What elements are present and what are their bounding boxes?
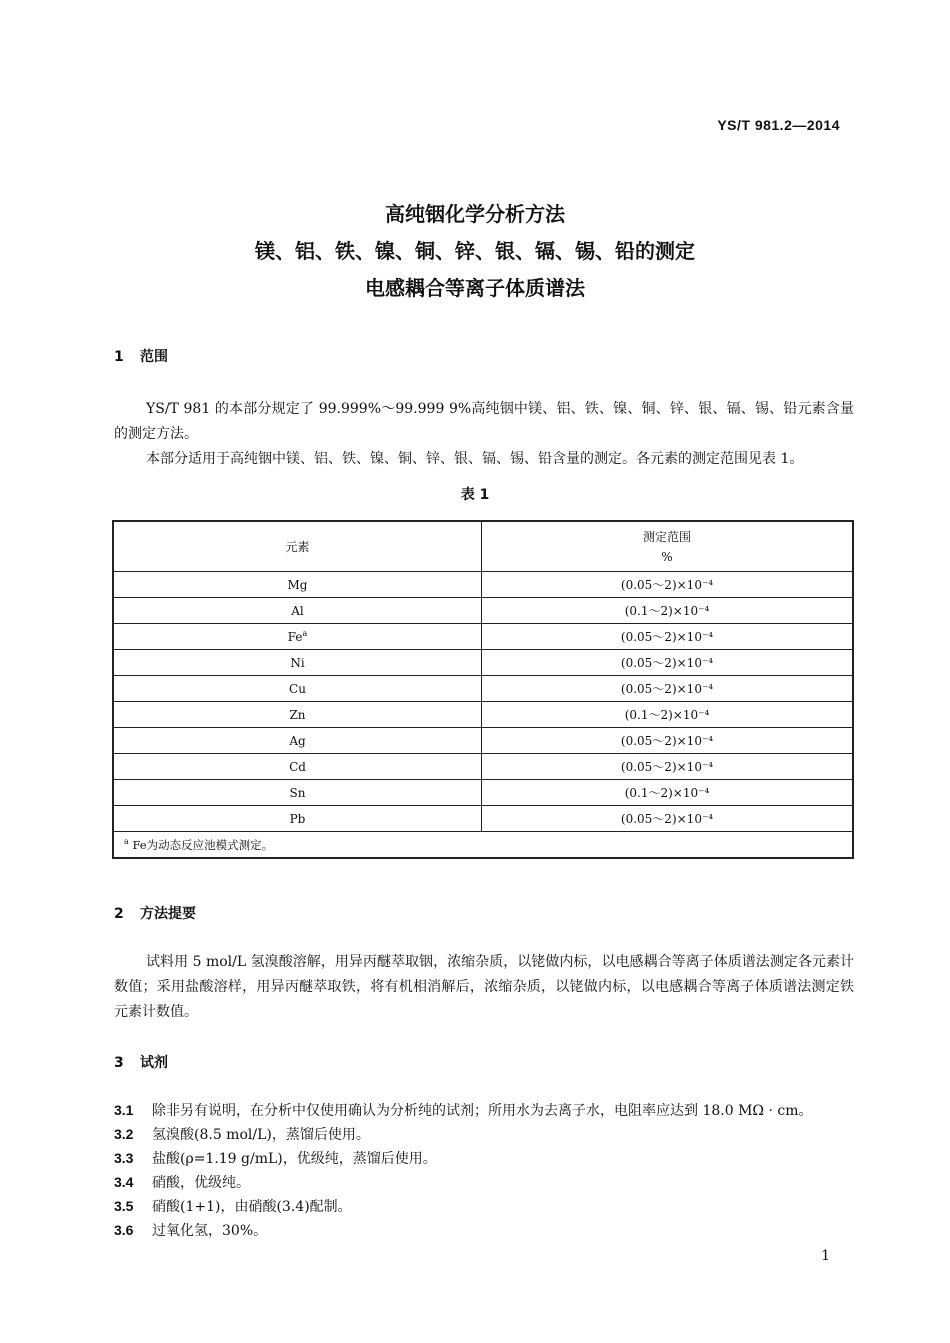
- reagent-number: 3.2: [114, 1126, 134, 1142]
- table-row: [113, 624, 853, 650]
- table-footnote-row: [113, 832, 853, 859]
- section-2-title: 方法提要: [140, 906, 196, 922]
- table-cell-element: Pb: [113, 806, 482, 832]
- footnote-mark: a: [124, 836, 129, 846]
- section-1-heading: [114, 346, 168, 366]
- table-cell-element: [113, 624, 482, 650]
- table-header-element: 元素: [113, 521, 482, 572]
- reagent-item: [114, 1124, 370, 1144]
- table-cell-element: Mg: [113, 572, 482, 598]
- table-row: [113, 754, 853, 780]
- table-row: [113, 676, 853, 702]
- table-cell-element: Cu: [113, 676, 482, 702]
- table-cell-element: Cd: [113, 754, 482, 780]
- reagent-number: 3.6: [114, 1222, 134, 1238]
- section-1-paragraph-1: YS/T 981 的本部分规定了 99.999%～99.999 9%高纯铟中镁、铝、铁、镍、铜、锌、银、镉、锡、铅元素含量的测定方法。: [114, 401, 854, 442]
- table-row: [113, 650, 853, 676]
- reagent-text: 盐酸(ρ=1.19 g/mL)，优级纯，蒸馏后使用。: [152, 1151, 437, 1167]
- reagent-item: [114, 1100, 812, 1120]
- section-3-number: 3: [114, 1055, 124, 1071]
- table-cell-element: Ni: [113, 650, 482, 676]
- table-cell-element: Sn: [113, 780, 482, 806]
- table-cell-range: (0.1～2)×10⁻⁴: [482, 702, 854, 728]
- table-row: [113, 806, 853, 832]
- table-cell-element-text: Fe: [287, 630, 303, 644]
- table-cell-range: (0.05～2)×10⁻⁴: [482, 754, 854, 780]
- standard-code: YS/T 981.2—2014: [717, 117, 840, 133]
- section-3-title: 试剂: [140, 1055, 168, 1071]
- section-1-paragraph-2: 本部分适用于高纯铟中镁、铝、铁、镍、铜、锌、银、镉、锡、铅含量的测定。各元素的测定范围见表 1。: [146, 451, 804, 467]
- section-2-heading: [114, 903, 196, 923]
- reagent-text: 硝酸，优级纯。: [152, 1175, 250, 1191]
- table-header-range: [482, 521, 854, 572]
- reagent-item: [114, 1172, 250, 1192]
- table-cell-element: Ag: [113, 728, 482, 754]
- page-number: 1: [821, 1248, 830, 1264]
- section-1-body: [114, 397, 854, 472]
- title-line-2: 镁、铝、铁、镍、铜、锌、银、镉、锡、铅的测定: [255, 239, 695, 263]
- table-header-range-unit: %: [661, 549, 673, 564]
- reagent-text: 硝酸(1+1)，由硝酸(3.4)配制。: [152, 1199, 352, 1215]
- title-line-3: 电感耦合等离子体质谱法: [365, 276, 585, 300]
- table-cell-range: (0.05～2)×10⁻⁴: [482, 624, 854, 650]
- reagent-text: 除非另有说明，在分析中仅使用确认为分析纯的试剂；所用水为去离子水，电阻率应达到 18.0 MΩ · cm。: [152, 1103, 813, 1119]
- table-cell-element: Al: [113, 598, 482, 624]
- table-row: [113, 780, 853, 806]
- reagent-item: [114, 1148, 437, 1168]
- table-row: [113, 598, 853, 624]
- section-2-paragraph: 试料用 5 mol/L 氢溴酸溶解，用异丙醚萃取铟，浓缩杂质，以铑做内标，以电感耦合等离子体质谱法测定各元素计数值；采用盐酸溶样，用异丙醚萃取铁，将有机相消解后，浓缩杂质，以铑做内标，以电感耦合等离子体质谱法测定铁元素计数值。: [114, 954, 854, 1020]
- table-row: [113, 728, 853, 754]
- document-title: [0, 196, 950, 307]
- table-1-caption: 表 1: [460, 487, 490, 503]
- footnote-marker: a: [302, 629, 308, 638]
- reagent-item: [114, 1196, 352, 1216]
- table-row: [113, 702, 853, 728]
- table-cell-range: (0.1～2)×10⁻⁴: [482, 780, 854, 806]
- table-1: [112, 520, 854, 859]
- title-line-1: 高纯铟化学分析方法: [385, 202, 565, 226]
- reagent-number: 3.4: [114, 1174, 134, 1190]
- footnote-text: Fe为动态反应池模式测定。: [132, 837, 274, 852]
- table-cell-range: (0.05～2)×10⁻⁴: [482, 572, 854, 598]
- section-1-title: 范围: [140, 349, 168, 365]
- table-cell-range: (0.05～2)×10⁻⁴: [482, 806, 854, 832]
- table-cell-range: (0.05～2)×10⁻⁴: [482, 728, 854, 754]
- section-2-number: 2: [114, 906, 124, 922]
- table-cell-element: Zn: [113, 702, 482, 728]
- table-cell-range: (0.05～2)×10⁻⁴: [482, 676, 854, 702]
- reagent-number: 3.5: [114, 1198, 134, 1214]
- section-2-body: [114, 950, 854, 1025]
- table-cell-range: (0.1～2)×10⁻⁴: [482, 598, 854, 624]
- reagent-text: 过氧化氢，30%。: [152, 1223, 268, 1239]
- table-footnote: [113, 832, 853, 859]
- reagent-number: 3.1: [114, 1102, 134, 1118]
- table-row: [113, 572, 853, 598]
- table-header-range-label: 测定范围: [642, 529, 691, 544]
- section-3-heading: [114, 1052, 168, 1072]
- reagent-item: [114, 1220, 267, 1240]
- reagent-number: 3.3: [114, 1150, 134, 1166]
- reagent-text: 氢溴酸(8.5 mol/L)，蒸馏后使用。: [152, 1127, 370, 1143]
- section-1-number: 1: [114, 349, 124, 365]
- table-cell-range: (0.05～2)×10⁻⁴: [482, 650, 854, 676]
